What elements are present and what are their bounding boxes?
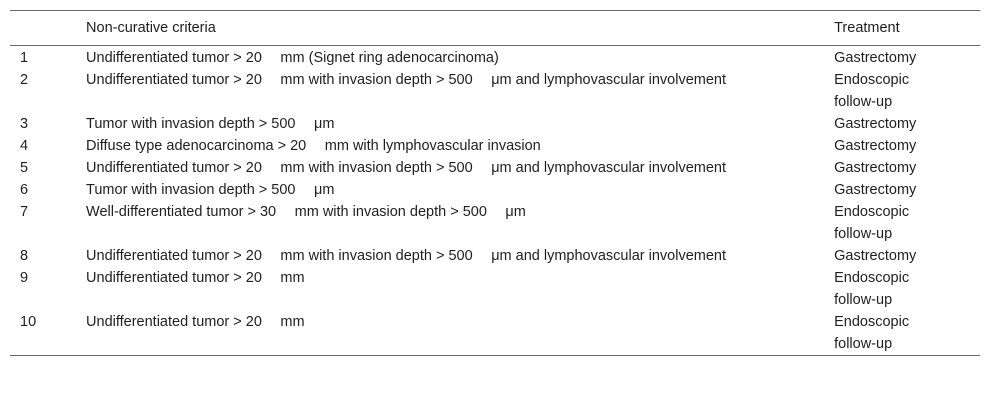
header-row	[10, 11, 980, 46]
header-number	[10, 11, 86, 46]
row-number: 2	[20, 72, 29, 88]
header-criteria: Non-curative criteria	[86, 11, 834, 46]
table-row	[10, 46, 980, 70]
row-treatment: Endoscopic follow-up	[834, 72, 910, 110]
criteria-table	[10, 10, 980, 356]
row-criteria: Undifferentiated tumor > 20 mm with invasion depth > 500 μm and lymphovascular involvement	[86, 72, 727, 88]
row-treatment: Endoscopic follow-up	[834, 311, 980, 356]
row-number: 5	[20, 160, 29, 176]
row-criteria: Well-differentiated tumor > 30 mm with invasion depth > 500 μm	[86, 204, 526, 220]
row-criteria: Undifferentiated tumor > 20 mm	[86, 270, 305, 286]
row-criteria: Tumor with invasion depth > 500 μm	[86, 182, 335, 198]
header-treatment: Treatment	[834, 11, 980, 46]
row-number: 4	[20, 138, 29, 154]
row-criteria: Undifferentiated tumor > 20 mm	[86, 311, 834, 356]
row-treatment: Endoscopic follow-up	[834, 270, 910, 308]
table-row	[10, 135, 980, 157]
row-criteria: Tumor with invasion depth > 500 μm	[86, 116, 335, 132]
table-row	[10, 201, 980, 245]
row-treatment: Gastrectomy	[834, 138, 917, 154]
row-number: 7	[20, 204, 29, 220]
table-row	[10, 311, 980, 356]
row-number: 1	[20, 50, 29, 66]
table-row	[10, 113, 980, 135]
row-treatment: Gastrectomy	[834, 116, 917, 132]
row-treatment: Gastrectomy	[834, 50, 917, 66]
row-number: 8	[20, 248, 29, 264]
row-treatment: Endoscopic follow-up	[834, 204, 910, 242]
table-row	[10, 69, 980, 113]
table-row	[10, 245, 980, 267]
table-body	[10, 46, 980, 356]
row-criteria: Diffuse type adenocarcinoma > 20 mm with lymphovascular invasion	[86, 138, 541, 154]
table-row	[10, 267, 980, 311]
row-criteria: Undifferentiated tumor > 20 mm with invasion depth > 500 μm and lymphovascular involvement	[86, 160, 727, 176]
row-criteria: Undifferentiated tumor > 20 mm (Signet ring adenocarcinoma)	[86, 50, 499, 66]
row-treatment: Gastrectomy	[834, 160, 917, 176]
row-treatment: Gastrectomy	[834, 182, 917, 198]
row-number: 3	[20, 116, 29, 132]
table-row	[10, 179, 980, 201]
row-number: 6	[20, 182, 29, 198]
row-number: 9	[20, 270, 29, 286]
table-row	[10, 157, 980, 179]
table-header	[10, 11, 980, 46]
row-criteria: Undifferentiated tumor > 20 mm with invasion depth > 500 μm and lymphovascular involvement	[86, 248, 727, 264]
row-treatment: Gastrectomy	[834, 248, 917, 264]
row-number: 10	[10, 311, 86, 356]
